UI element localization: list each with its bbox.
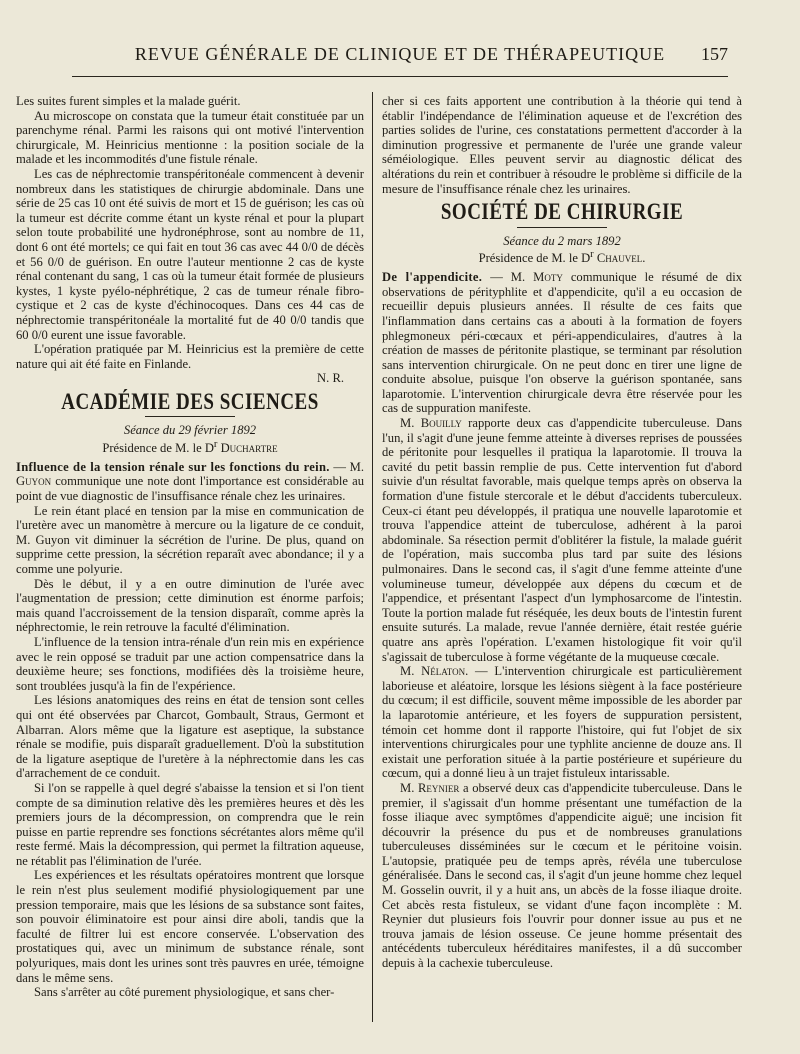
- paragraph: Le rein étant placé en tension par la mise en communication de l'uretère avec un manomètre à mercure ou la ligature de ce conduit, M. Guyon vit diminuer la sécrétion de l'urine. De plus, quand on supprime cette pression, la sécrétion reparaît avec abondance; il y a comme une polyurie.: [16, 503, 364, 576]
- paragraph: Sans s'arrêter au côté purement physiologique, et sans cher-: [34, 985, 335, 1000]
- paragraph: [382, 416, 742, 664]
- text-span: — M.: [482, 270, 534, 285]
- text-span: M.: [400, 416, 421, 431]
- paragraph: L'opération pratiquée par M. Heinricius est la première de cette nature qui ait été faite en Finlande.: [16, 342, 364, 371]
- text-span: . — L'intervention chirurgicale est particulièrement laborieuse et aléatoire, lorsque les lésions siègent à la face postérieure du cœcum; il est difficile, souvent même impossible de les aborder par la laparotomie antérieure, et les foyers de suppuration persistent, témoin cet homme dont il rapporte l'histoire, qui fut l'objet de six interventions chirurgicales pour une typhlite ancienne de douze ans. Il existait une perforation située à la partie postérieure et supérieure du cœcum, qui a donné lieu à un trajet fistuleux intarissable.: [382, 664, 742, 781]
- paragraph: [16, 460, 364, 504]
- journal-title: REVUE GÉNÉRALE DE CLINIQUE ET DE THÉRAPEUTIQUE: [134, 44, 666, 64]
- text-span: rapporte deux cas d'appendicite tuberculeuse. Dans l'un, il s'agit d'une jeune femme atteinte à diverses reprises de poussées de péritonite pour lesquelles il pratiqua la laparotomie. Il trouva la cavité du petit bassin remplie de pus. Cette intervention fut d'abord suivie d'un résultat favorable, mais quelque temps après on observa la formation d'une fistule stercorale et le début d'accidents tuberculeux. Ceux-ci étant peu développés, il pratiqua une nouvelle laparotomie et trouva l'appendice atteint de tuberculose, adhérent à la paroi abdominale. Sa résection permit d'oblitérer la fistule, la malade guérit de l'opération, mais succomba plus tard par suite des lésions pulmonaires. Dans le second cas, il s'agit d'une femme atteinte d'une volumineuse tumeur, développée aux dépens du cœcum et de l'appendice, et présentant l'aspect d'un lymphosarcome de l'intestin. Toute la portion malade fut réséquée, les deux bouts de l'intestin furent ensuite suturés. La malade, revue l'année dernière, était restée guérie quatre ans après l'opération. L'examen histologique fit voir qu'il s'agissait de tuberculose à forme végétante de la muqueuse cœcale.: [382, 416, 743, 664]
- paragraph: L'influence de la tension intra-rénale d'un rein mis en expérience avec le rein opposé se traduit par une action compensatrice dans la deuxième heure; ses fonctions, modifiées dès la troisième heure, sont troublées jusqu'à la fin de l'expérience.: [16, 634, 364, 693]
- right-column: [382, 94, 742, 971]
- text-span: — M.: [333, 459, 365, 474]
- section-title-chirurgie: SOCIÉTÉ DE CHIRURGIE: [440, 199, 684, 226]
- column-divider: [372, 92, 373, 1022]
- text-span: M.: [400, 664, 422, 679]
- presidence-sup: r: [590, 249, 594, 261]
- paragraph: Au microscope on constata que la tumeur était constituée par un parenchyme rénal. Parmi les raisons qui ont motivé l'intervention chirurgicale, M. Heinricius mentionne : la position sociale de la malade et les incommodités d'une fistule rénale.: [16, 108, 364, 167]
- running-header: [72, 44, 728, 72]
- author-name: Reynier: [417, 780, 460, 795]
- page-number: 157: [701, 44, 728, 64]
- presidence: [382, 248, 742, 266]
- president-name: Duchartre: [220, 441, 278, 456]
- presidence-prefix: Présidence de M. le D: [478, 251, 591, 266]
- author-name: Nélaton: [421, 664, 466, 679]
- author-name: Bouilly: [420, 416, 462, 431]
- left-column: [16, 94, 364, 1000]
- paragraph: Les cas de néphrectomie transpéritonéale commencent à devenir nombreux dans les statistiques de chirurgie abdominale. Dans une série de 25 cas 10 ont été suivis de mort et 15 de guérison; les cas où la tumeur est décrite comme étant un kyste rénal et pour la plupart selon toute probabilité une hydronéphrose, sont au nombre de 11, dont 6 ont été mortels; ce qui fait en tout 36 cas avec 44 0/0 de décès et 56 0/0 de guérison. En outre l'auteur mentionne 2 cas de kyste rénal contenant du sang, 1 cas où la tumeur était formée de plusieurs kystes, 1 kyste pyélo-néphrétique, 2 cas de tumeur rénale fibro-cystique et 2 cas de kyste d'échinocoques. Dans ces 44 cas de néphrectomie transpéritonéale la mortalité fut de 40 0/0 tandis que 60 0/0 eurent une issue favorable.: [16, 166, 364, 342]
- text-span: M.: [400, 780, 418, 795]
- paragraph: [382, 664, 742, 781]
- author-name: Moty: [533, 270, 563, 285]
- paragraph: [382, 270, 742, 416]
- paragraph: Les expériences et les résultats opératoires montrent que lorsque le rein n'est plus seulement modifié physiologiquement par une pression temporaire, mais que les lésions de sa substance sont faites, son pouvoir éliminatoire est pour ainsi dire aboli, tandis que la faculté de filtrer lui est encore conservée. L'observation des prostatiques qui, avec un minimum de substance rénale, sont polyuriques, mais dont les urines sont très pauvres en urée, témoigne dans le même sens.: [16, 868, 364, 985]
- paragraph: Les suites furent simples et la malade guérit.: [16, 94, 241, 108]
- header-rule: [72, 76, 728, 77]
- section-rule: [145, 416, 235, 417]
- article-lead: De l'appendicite.: [382, 270, 483, 285]
- paragraph: Les lésions anatomiques des reins en état de tension sont celles qui ont été observées par Charcot, Gombault, Straus, Germont et Albarran. Alors même que la ligature est aseptique, la substance rénale se modifie, puis disparaît graduellement. D'où la substitution de la ligature aseptique de l'uretère à la néphrectomie dans les cas d'arrachement de ce conduit.: [16, 693, 364, 781]
- seance-date: Séance du 2 mars 1892: [503, 233, 621, 248]
- seance-date: Séance du 29 février 1892: [123, 423, 257, 438]
- section-rule: [517, 227, 607, 228]
- presidence: [16, 438, 364, 456]
- paragraph: [382, 781, 742, 971]
- presidence-sup: r: [213, 439, 218, 451]
- text-span: communique le résumé de dix observations de pérityphlite et d'appendicite, qu'il a eu occasion de recueillir depuis plusieurs années. Il résulte de ces faits que l'inflammation dans certains cas a abouti à la formation de foyers phlegmoneux péri-cœcaux et péri-appendiculaires, d'autres à la création de masses de péritonite plastique, se terminant par résolution sans intervention chirurgicale. On ne peut donc en tirer une ligne de conduite absolue, puisque l'on observe la guérison spontanée, sans laparotomie. L'intervention chirurgicale devra être réservée pour les cas de suppuration manifeste.: [382, 270, 742, 416]
- signature: N. R.: [317, 371, 344, 386]
- author-name: Guyon: [16, 474, 52, 489]
- text-span: communique une note dont l'importance est considérable au point de vue diagnostic de l'insuffisance rénale chez les urinaires.: [16, 474, 364, 504]
- section-title-academie: ACADÉMIE DES SCIENCES: [61, 389, 319, 415]
- president-name: Chauvel.: [596, 251, 646, 266]
- text-span: a observé deux cas d'appendicite tuberculeuse. Dans le premier, il s'agissait d'un homme présentant une tuméfaction de la fosse iliaque avec symptômes d'appendicite aiguë; une incision fit découvrir la présence du pus et de nombreuses granulations tuberculeuses disséminées sur le cœcum et le péritoine voisin. L'autopsie, pratiquée peu de temps après, révéla une tuberculose généralisée. Dans le second cas, il s'agit d'un jeune homme chez lequel M. Gosselin ouvrit, il y a huit ans, un abcès de la fosse iliaque droite. Cet abcès resta fistuleux, se vidant d'une façon incomplète : M. Reynier dut plusieurs fois l'ouvrir pour donner issue au pus et ne trouva jamais de lésion osseuse. Ce jeune homme présentait des antécédents tuberculeux héréditaires manifestes, il a dû succomber depuis à la cachexie tuberculeuse.: [382, 780, 742, 971]
- presidence-prefix: Présidence de M. le D: [102, 441, 214, 456]
- paragraph: Dès le début, il y a en outre diminution de l'urée avec l'augmentation de pression; cette diminution est énorme parfois; mais quand l'accroissement de la tension disparaît, comme après la néphrectomie, le rein retrouve la faculté d'élimination.: [16, 576, 364, 635]
- article-lead: Influence de la tension rénale sur les fonctions du rein.: [16, 459, 330, 474]
- paragraph: Si l'on se rappelle à quel degré s'abaisse la tension et si l'on tient compte de sa diminution relative dès les premières heures et dès les premiers jours de la décompression, on comprendra que le rein puisse en partie reprendre ses fonctions sécrétantes alors même qu'il reste fermé. Mais la décompression, qui permet la filtration aqueuse, ne rétablit pas l'élimination de l'urée.: [16, 780, 364, 868]
- paragraph: cher si ces faits apportent une contribution à la théorie qui tend à établir l'indépendance de l'élimination aqueuse et de l'excrétion des parties solides de l'urine, ces constatations permettent d'accorder à la diminution progressive et permanente de l'urée une grande valeur séméiologique. Elles peuvent servir au diagnostic délicat des altérations du rein et contribuer à résoudre le problème si difficile de la mesure de l'insuffisance rénale chez les urinaires.: [382, 94, 742, 196]
